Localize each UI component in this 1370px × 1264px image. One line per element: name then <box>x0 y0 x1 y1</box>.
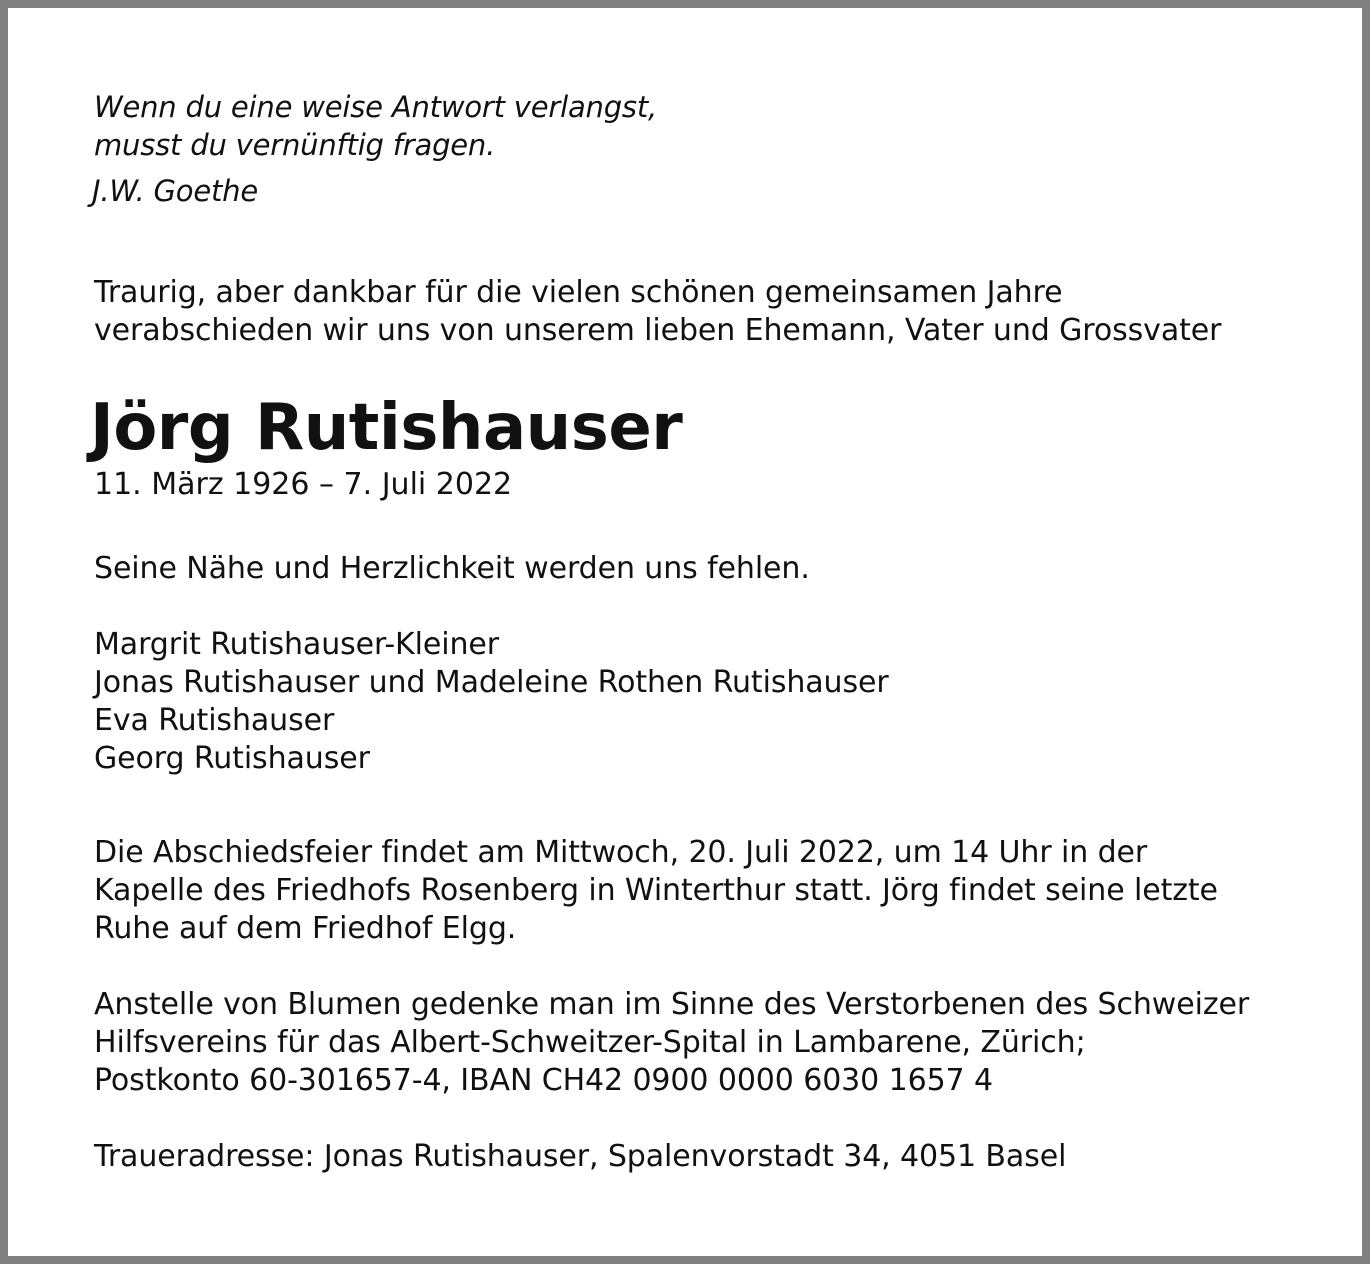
deceased-name: Jörg Rutishauser <box>90 391 683 465</box>
mourner-name: Eva Rutishauser <box>94 703 335 738</box>
mourner-name: Georg Rutishauser <box>94 741 370 776</box>
motto-line: musst du vernünftig fragen. <box>94 128 496 162</box>
mourners-list <box>94 626 1314 778</box>
donation-line: Postkonto 60-301657-4, IBAN CH42 0900 0000 6030 1657 4 <box>94 1063 993 1098</box>
ceremony-line: Die Abschiedsfeier findet am Mittwoch, 20. Juli 2022, um 14 Uhr in der <box>94 835 1148 870</box>
ceremony-line: Ruhe auf dem Friedhof Elgg. <box>94 911 517 946</box>
donation-line: Anstelle von Blumen gedenke man im Sinne des Verstorbenen des Schweizer <box>94 987 1250 1022</box>
obituary-page <box>8 8 1362 1256</box>
obituary-content <box>90 88 1314 1176</box>
mourner-name: Jonas Rutishauser und Madeleine Rothen Rutishauser <box>94 665 889 700</box>
life-dates: 11. März 1926 – 7. Juli 2022 <box>94 467 513 502</box>
ceremony-text <box>94 834 1314 948</box>
motto-author: J.W. Goethe <box>92 174 258 208</box>
intro-text <box>94 274 1314 350</box>
motto-line: Wenn du eine weise Antwort verlangst, <box>94 90 658 124</box>
intro-line: verabschieden wir uns von unserem lieben Ehemann, Vater und Grossvater <box>94 313 1222 348</box>
ceremony-line: Kapelle des Friedhofs Rosenberg in Winterthur statt. Jörg findet seine letzte <box>94 873 1218 908</box>
donation-text <box>94 986 1314 1100</box>
donation-line: Hilfsvereins für das Albert-Schweitzer-Spital in Lambarene, Zürich; <box>94 1025 1086 1060</box>
motto-quote <box>94 88 1314 164</box>
intro-line: Traurig, aber dankbar für die vielen schönen gemeinsamen Jahre <box>94 275 1063 310</box>
mourning-address: Traueradresse: Jonas Rutishauser, Spalenvorstadt 34, 4051 Basel <box>94 1139 1067 1174</box>
tribute-text: Seine Nähe und Herzlichkeit werden uns fehlen. <box>94 551 810 586</box>
mourner-name: Margrit Rutishauser-Kleiner <box>94 627 499 662</box>
